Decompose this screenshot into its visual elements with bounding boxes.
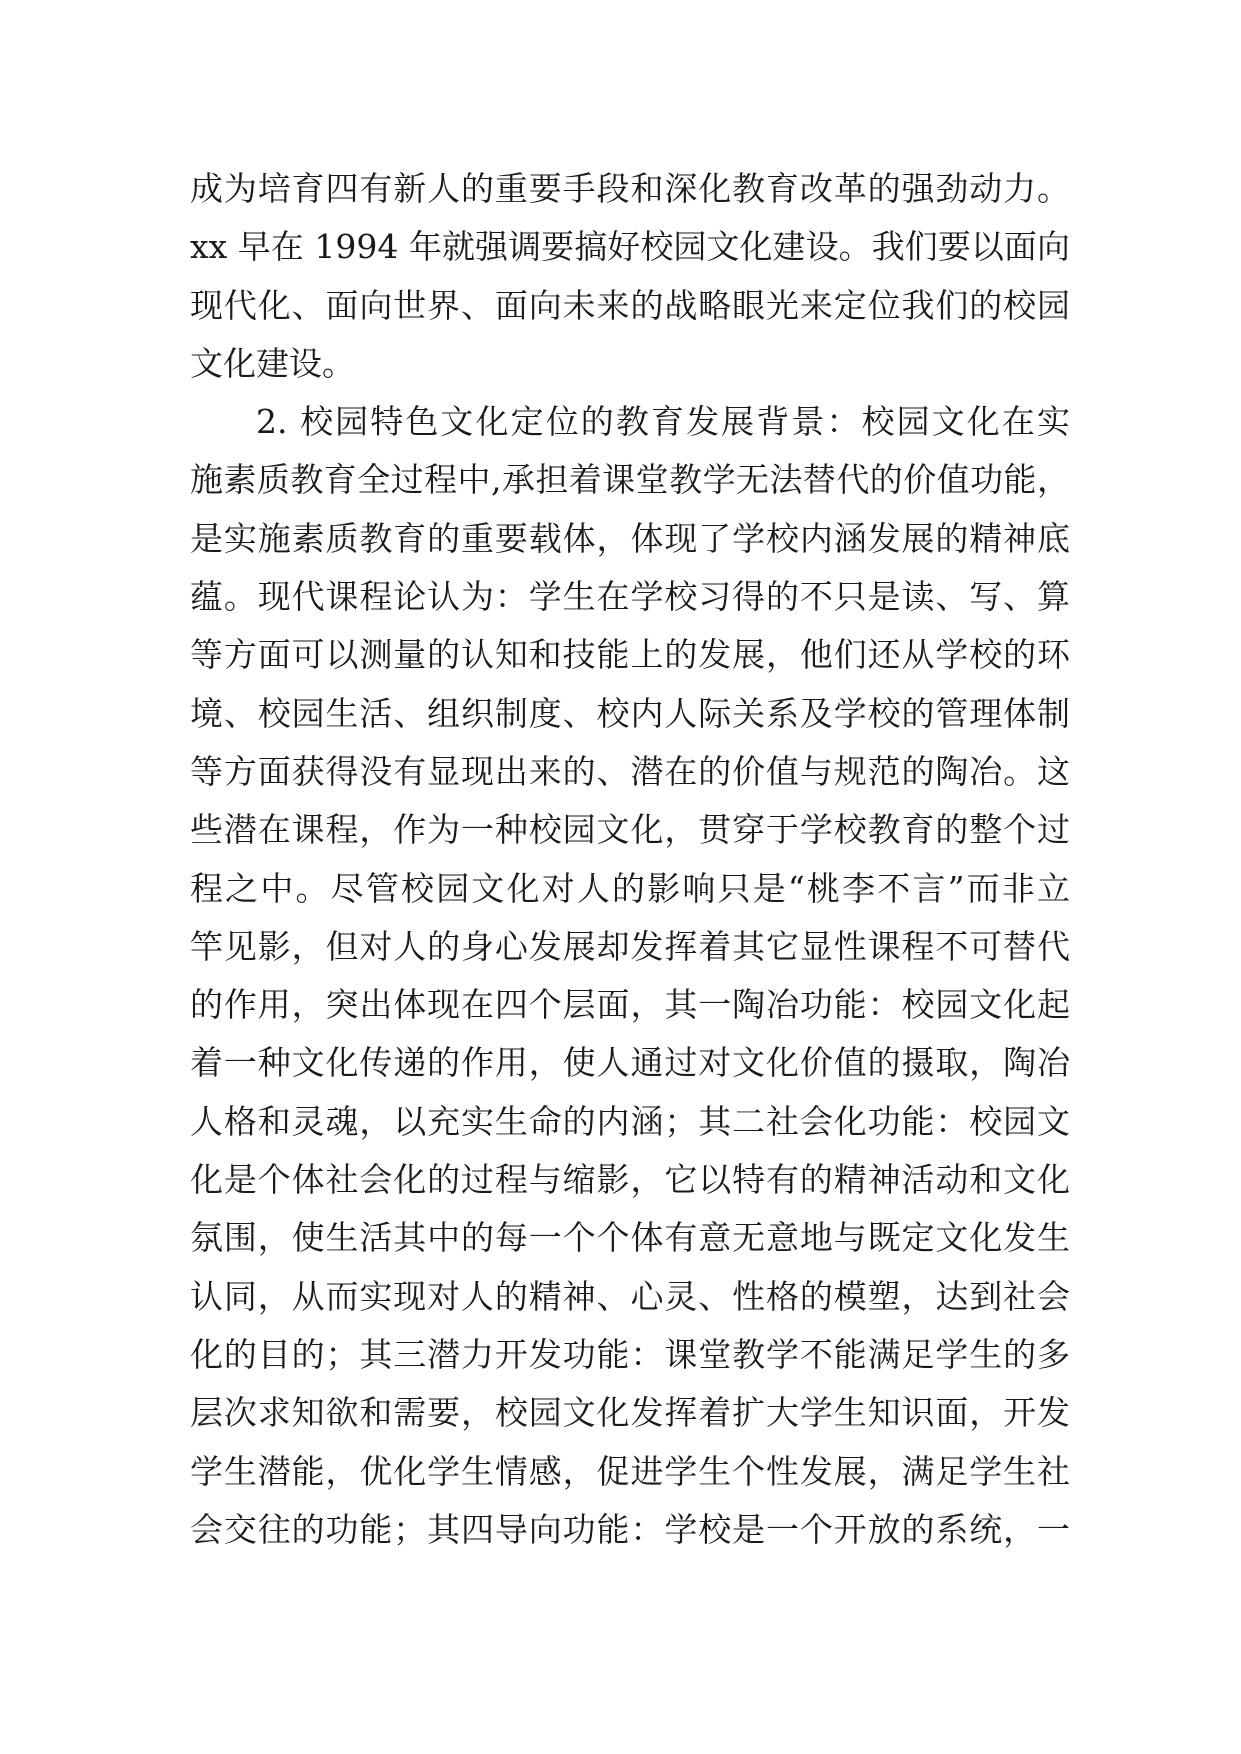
text-line-15: 的作用，突出体现在四个层面，其一陶冶功能：校园文化起 <box>190 985 1070 1025</box>
text-line-9: 等方面可以测量的认知和技能上的发展，他们还从学校的环 <box>190 635 1070 675</box>
text-line-4: 文化建设。 <box>190 343 355 383</box>
text-line-19: 氛围，使生活其中的每一个个体有意无意地与既定文化发生 <box>190 1218 1070 1258</box>
text-line-7: 是实施素质教育的重要载体，体现了学校内涵发展的精神底 <box>190 518 1070 558</box>
text-line-20: 认同，从而实现对人的精神、心灵、性格的模塑，达到社会 <box>190 1276 1070 1316</box>
text-line-3: 现代化、面向世界、面向未来的战略眼光来定位我们的校园 <box>190 285 1070 325</box>
text-line-17: 人格和灵魂，以充实生命的内涵；其二社会化功能：校园文 <box>190 1101 1070 1141</box>
text-line-12: 些潜在课程，作为一种校园文化，贯穿于学校教育的整个过 <box>190 810 1070 850</box>
text-line-13: 程之中。尽管校园文化对人的影响只是“桃李不言”而非立 <box>190 868 1070 908</box>
text-line-24: 会交往的功能；其四导向功能：学校是一个开放的系统，一 <box>190 1509 1070 1549</box>
body-text <box>190 160 1070 1559</box>
text-line-22: 层次求知欲和需要，校园文化发挥着扩大学生知识面，开发 <box>190 1393 1070 1433</box>
text-line-8: 蕴。现代课程论认为：学生在学校习得的不只是读、写、算 <box>190 577 1070 617</box>
text-line-21: 化的目的；其三潜力开发功能：课堂教学不能满足学生的多 <box>190 1334 1070 1374</box>
text-line-2: xx 早在 1994 年就强调要搞好校园文化建设。我们要以面向 <box>190 227 1070 267</box>
text-line-18: 化是个体社会化的过程与缩影，它以特有的精神活动和文化 <box>190 1160 1070 1200</box>
text-line-6: 施素质教育全过程中,承担着课堂教学无法替代的价值功能， <box>190 460 1070 500</box>
text-line-1: 成为培育四有新人的重要手段和深化教育改革的强劲动力。 <box>190 169 1070 208</box>
text-line-14: 竿见影，但对人的身心发展却发挥着其它显性课程不可替代 <box>190 926 1070 966</box>
text-line-16: 着一种文化传递的作用，使人通过对文化价值的摄取，陶冶 <box>190 1043 1070 1083</box>
text-line-11: 等方面获得没有显现出来的、潜在的价值与规范的陶冶。这 <box>190 751 1070 791</box>
text-line-5: 2. 校园特色文化定位的教育发展背景：校园文化在实 <box>256 402 1070 442</box>
text-line-23: 学生潜能，优化学生情感，促进学生个性发展，满足学生社 <box>190 1451 1070 1491</box>
text-line-10: 境、校园生活、组织制度、校内人际关系及学校的管理体制 <box>190 693 1070 733</box>
